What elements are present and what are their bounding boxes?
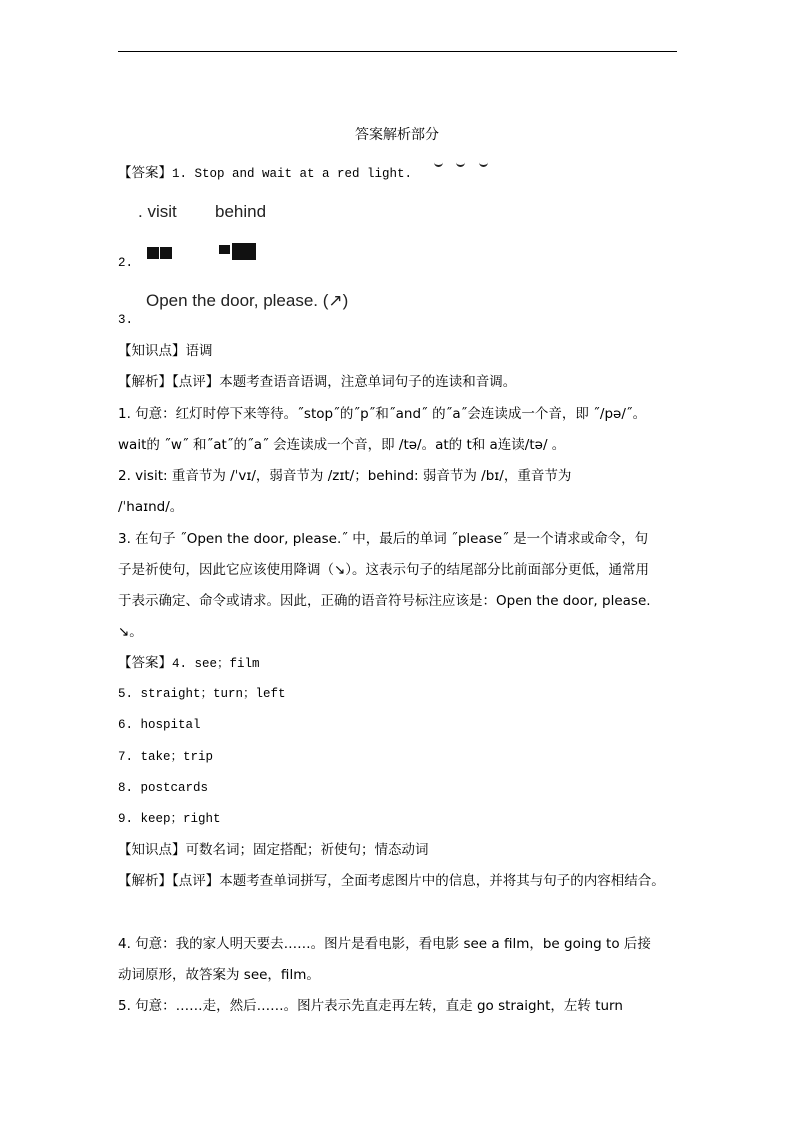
answer-text: 1. Stop and wait at a red light. [172, 167, 413, 181]
analysis-text: 本题考查语音语调，注意单词句子的连读和音调。 [219, 374, 517, 390]
answer-item: 4. see；film [172, 657, 260, 671]
knowledge-label: 【知识点】 [118, 343, 186, 359]
q3-num: 3. [118, 313, 134, 327]
knowledge-point-2 [118, 841, 429, 859]
stress-block-icon [147, 247, 159, 259]
answer-label: 【答案】 [118, 655, 172, 671]
section-title: 答案解析部分 [355, 127, 439, 143]
explain-line: 3. 在句子 ˝Open the door, please.˝ 中，最后的单词 ˝please˝ 是一个请求或命令，句 [118, 531, 649, 547]
linking-mark-icon [434, 160, 443, 167]
header-rule [118, 51, 677, 52]
knowledge-point-1 [118, 342, 213, 360]
analysis-label: 【解析】【点评】 [118, 374, 220, 390]
explain-line: /ˈhaɪnd/。 [118, 499, 184, 515]
analysis-2 [118, 872, 665, 890]
q2-num: 2. [118, 256, 134, 270]
stress-block-icon [219, 245, 230, 254]
answer-2 [118, 654, 260, 673]
explain-line: 2. visit: 重音节为 /ˈvɪ/，弱音节为 /zɪt/；behind: 弱音节为 /bɪ/，重音节为 [118, 468, 572, 484]
q3-sentence: Open the door, please. (↗) [146, 291, 349, 310]
explain-line: 子是祈使句，因此它应该使用降调（↘）。这表示句子的结尾部分比前面部分更低，通常用 [118, 562, 650, 578]
analysis-label: 【解析】【点评】 [118, 873, 220, 889]
explain-line: 动词原形，故答案为 see，film。 [118, 967, 320, 983]
explain-line: wait的 ˝w˝ 和˝at˝的˝a˝ 会连读成一个音，即 /tə/。at的 t和 a连读/tə/ 。 [118, 437, 566, 453]
analysis-1 [118, 373, 516, 391]
knowledge-text: 语调 [185, 343, 213, 359]
explain-line: 5. 句意：……走，然后……。图片表示先直走再左转，直走 go straight，左转 turn [118, 998, 623, 1014]
answer-label: 【答案】 [118, 165, 172, 181]
q2-visit: . visit [138, 202, 177, 221]
answer-item: 9. keep；right [118, 812, 221, 826]
answer-item: 6. hospital [118, 718, 201, 732]
knowledge-label: 【知识点】 [118, 842, 186, 858]
analysis-text: 本题考查单词拼写，全面考虑图片中的信息，并将其与句子的内容相结合。 [219, 873, 665, 889]
answer-1 [118, 164, 412, 183]
explain-line: 4. 句意：我的家人明天要去……。图片是看电影，看电影 see a film，be going to 后接 [118, 936, 651, 952]
stress-block-icon [232, 243, 256, 260]
explain-line: 1. 句意：红灯时停下来等待。˝stop˝的˝p˝和˝and˝ 的˝a˝会连读成一个音，即 ˝/pə/˝。 [118, 406, 647, 422]
q2-behind: behind [215, 202, 267, 221]
linking-mark-icon [479, 160, 488, 167]
explain-line: ↘。 [118, 624, 143, 640]
answer-item: 8. postcards [118, 781, 209, 795]
stress-block-icon [160, 247, 172, 259]
answer-item: 7. take；trip [118, 750, 214, 764]
linking-mark-icon [456, 160, 465, 167]
explain-line: 于表示确定、命令或请求。因此，正确的语音符号标注应该是：Open the door, please. [118, 593, 651, 609]
answer-item: 5. straight；turn；left [118, 687, 286, 701]
knowledge-text: 可数名词；固定搭配；祈使句；情态动词 [185, 842, 429, 858]
